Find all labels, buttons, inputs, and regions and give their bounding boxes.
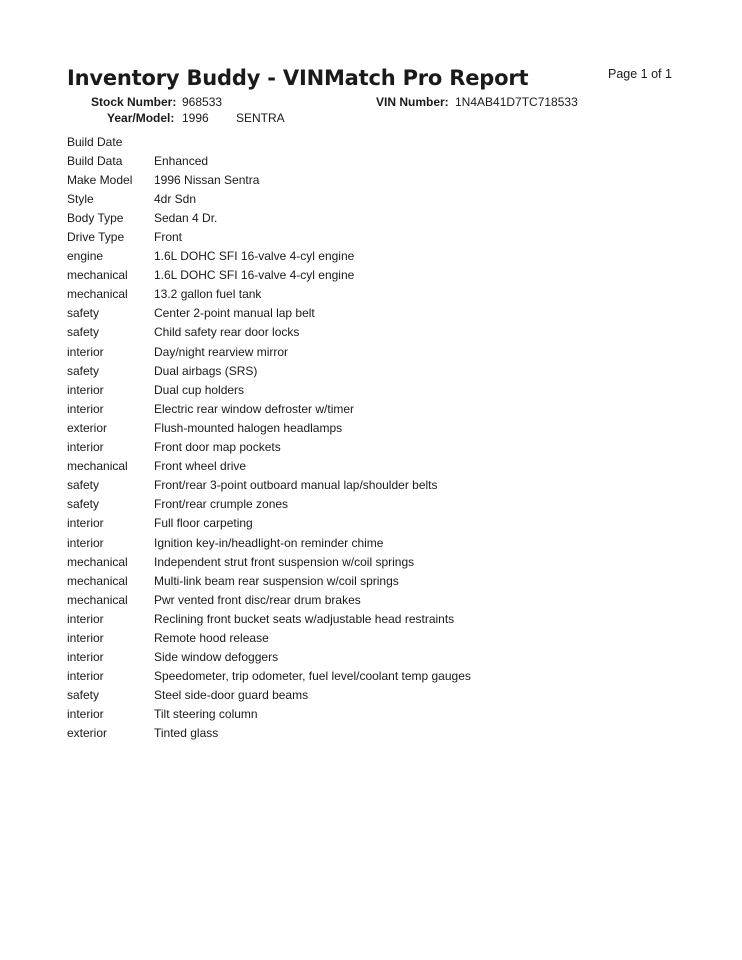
- spec-value: Front/rear crumple zones: [154, 497, 289, 512]
- spec-row: [67, 361, 627, 380]
- spec-category: mechanical: [67, 592, 128, 607]
- spec-value: Tinted glass: [154, 726, 219, 741]
- spec-value: 13.2 gallon fuel tank: [154, 287, 262, 302]
- spec-category: interior: [67, 516, 104, 531]
- spec-value: Tilt steering column: [154, 707, 258, 722]
- spec-value: Dual cup holders: [154, 382, 245, 397]
- spec-category: safety: [67, 497, 100, 512]
- spec-row: [67, 457, 627, 476]
- spec-row: [67, 285, 627, 304]
- spec-category: exterior: [67, 420, 108, 435]
- spec-value: 1.6L DOHC SFI 16-valve 4-cyl engine: [154, 249, 355, 264]
- spec-value: Electric rear window defroster w/timer: [154, 401, 355, 416]
- spec-row: [67, 208, 627, 227]
- year-value: 1996: [182, 111, 209, 125]
- spec-value: 4dr Sdn: [154, 191, 197, 206]
- page-indicator: Page 1 of 1: [608, 67, 672, 81]
- spec-row: [67, 380, 627, 399]
- spec-row: [67, 170, 627, 189]
- spec-category: safety: [67, 688, 100, 703]
- spec-category: Drive Type: [67, 230, 125, 245]
- spec-category: engine: [67, 249, 104, 264]
- spec-category: Style: [67, 191, 94, 206]
- spec-value: Front door map pockets: [154, 440, 281, 455]
- spec-value: Enhanced: [154, 153, 209, 168]
- spec-category: safety: [67, 325, 100, 340]
- spec-value: Front: [154, 230, 183, 245]
- report-title: Inventory Buddy - VINMatch Pro Report: [67, 66, 529, 90]
- spec-row: [67, 247, 627, 266]
- spec-row: [67, 132, 627, 151]
- stock-number-value: 968533: [182, 95, 223, 109]
- spec-category: Body Type: [67, 210, 124, 225]
- spec-row: [67, 667, 627, 686]
- spec-category: mechanical: [67, 459, 128, 474]
- spec-category: Build Data: [67, 153, 123, 168]
- year-model-label: Year/Model:: [107, 111, 175, 125]
- spec-row: [67, 418, 627, 437]
- vin-value: 1N4AB41D7TC718533: [455, 95, 578, 109]
- spec-category: safety: [67, 306, 100, 321]
- spec-row: [67, 304, 627, 323]
- spec-row: [67, 552, 627, 571]
- spec-value: Pwr vented front disc/rear drum brakes: [154, 592, 361, 607]
- spec-row: [67, 476, 627, 495]
- spec-row: [67, 686, 627, 705]
- spec-row: [67, 724, 627, 743]
- spec-value: Remote hood release: [154, 630, 269, 645]
- spec-row: [67, 323, 627, 342]
- spec-value: 1996 Nissan Sentra: [154, 172, 260, 187]
- spec-category: safety: [67, 478, 100, 493]
- spec-value: Dual airbags (SRS): [154, 363, 258, 378]
- spec-value: Flush-mounted halogen headlamps: [154, 420, 343, 435]
- spec-row: [67, 151, 627, 170]
- spec-category: exterior: [67, 726, 108, 741]
- vin-label: VIN Number:: [376, 95, 449, 109]
- spec-row: [67, 495, 627, 514]
- spec-value: 1.6L DOHC SFI 16-valve 4-cyl engine: [154, 268, 355, 283]
- spec-category: interior: [67, 535, 104, 550]
- spec-value: Front wheel drive: [154, 459, 247, 474]
- spec-value: Steel side-door guard beams: [154, 688, 309, 703]
- spec-category: mechanical: [67, 287, 128, 302]
- spec-row: [67, 648, 627, 667]
- spec-value: Side window defoggers: [154, 650, 279, 665]
- spec-value: Center 2-point manual lap belt: [154, 306, 315, 321]
- spec-row: [67, 514, 627, 533]
- spec-row: [67, 609, 627, 628]
- stock-number-label: Stock Number:: [91, 95, 177, 109]
- spec-category: safety: [67, 363, 100, 378]
- spec-value: Sedan 4 Dr.: [154, 210, 218, 225]
- spec-category: mechanical: [67, 554, 128, 569]
- spec-row: [67, 533, 627, 552]
- spec-category: interior: [67, 707, 104, 722]
- spec-row: [67, 342, 627, 361]
- spec-value: Child safety rear door locks: [154, 325, 300, 340]
- spec-value: Front/rear 3-point outboard manual lap/shoulder belts: [154, 478, 438, 493]
- spec-row: [67, 705, 627, 724]
- spec-value: Speedometer, trip odometer, fuel level/coolant temp gauges: [154, 669, 471, 684]
- spec-row: [67, 571, 627, 590]
- spec-row: [67, 399, 627, 418]
- spec-category: mechanical: [67, 268, 128, 283]
- spec-value: Independent strut front suspension w/coil springs: [154, 554, 415, 569]
- spec-category: Build Date: [67, 134, 123, 149]
- model-value: SENTRA: [236, 111, 285, 125]
- spec-category: mechanical: [67, 573, 128, 588]
- spec-category: interior: [67, 382, 104, 397]
- spec-value: Reclining front bucket seats w/adjustable head restraints: [154, 611, 455, 626]
- spec-value: Ignition key-in/headlight-on reminder chime: [154, 535, 384, 550]
- spec-row: [67, 438, 627, 457]
- spec-category: interior: [67, 611, 104, 626]
- spec-category: Make Model: [67, 172, 133, 187]
- spec-category: interior: [67, 630, 104, 645]
- spec-category: interior: [67, 344, 104, 359]
- spec-value: Full floor carpeting: [154, 516, 253, 531]
- spec-row: [67, 189, 627, 208]
- spec-table: [67, 132, 627, 743]
- spec-row: [67, 628, 627, 647]
- spec-category: interior: [67, 401, 104, 416]
- spec-value: Multi-link beam rear suspension w/coil springs: [154, 573, 399, 588]
- spec-category: interior: [67, 440, 104, 455]
- spec-value: Day/night rearview mirror: [154, 344, 289, 359]
- spec-row: [67, 590, 627, 609]
- spec-category: interior: [67, 669, 104, 684]
- spec-row: [67, 266, 627, 285]
- spec-category: interior: [67, 650, 104, 665]
- spec-row: [67, 227, 627, 246]
